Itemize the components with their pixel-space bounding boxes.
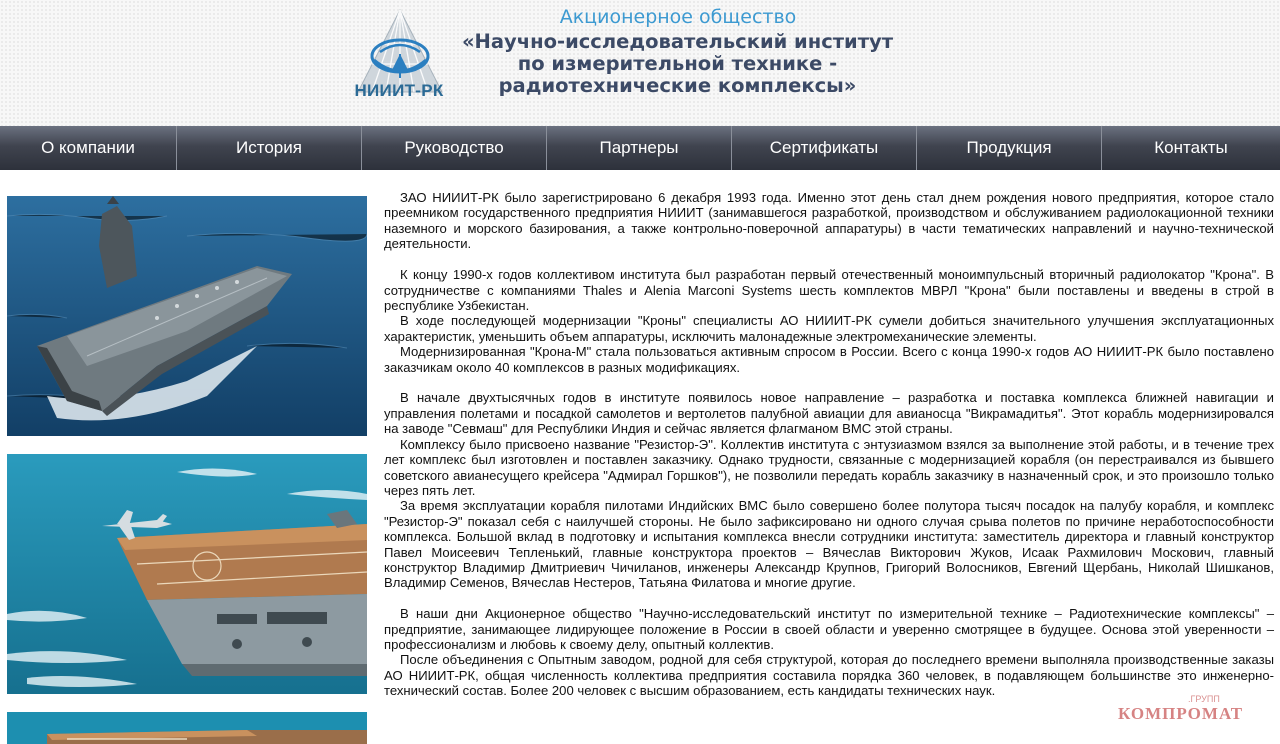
- article-paragraph: Модернизированная "Крона-М" стала пользоваться активным спросом в России. Всего с конца 1990-х годов АО НИИИТ-РК было поставлено заказчикам около 40 комплексов в разных модификациях.: [384, 344, 1274, 375]
- watermark: КОМПРОМАТ: [1118, 704, 1244, 723]
- logo-text: НИИИТ-РК: [354, 81, 444, 100]
- photo-carrier-partial: [7, 712, 367, 744]
- site-header: [0, 0, 1280, 126]
- nav-item-about[interactable]: О компании: [0, 126, 177, 170]
- company-name-line: по измерительной технике -: [517, 52, 838, 75]
- photo-aircraft-carrier: [7, 196, 367, 436]
- article-paragraph: Комплексу было присвоено название "Резистор-Э". Коллектив института с энтузиазмом взялся за выполнение этой работы, и в течение трех лет комплекс был изготовлен и поставлен заказчику. Однако трудности, связанные с модернизацией корабля (он перестраивался из бывшего советского авианесущего крейсера "Адмирал Горшков"), не позволили передать корабль заказчику в назначенный срок, и это произошло только через пять лет.: [384, 436, 1274, 498]
- photo-carrier-deck-jet: [7, 454, 367, 694]
- company-name-line: «Научно-исследовательский институт: [461, 30, 894, 53]
- article-text: [384, 190, 1274, 699]
- nav-item-partners[interactable]: Партнеры: [547, 126, 732, 170]
- nav-item-history[interactable]: История: [177, 126, 362, 170]
- article-paragraph: После объединения с Опытным заводом, родной для себя структурой, которая до последнего времени выполняла производственные заказы АО НИИИТ-РК, общая численность коллектива предприятия составила порядка 360 человек, в подавляющем большинстве это инженерно-технический состав. Более 200 человек с высшим образованием, есть кандидаты технических наук.: [384, 652, 1274, 699]
- article-paragraph: В начале двухтысячных годов в институте появилось новое направление – разработка и поставка комплекса ближней навигации и управления полетами и посадкой самолетов и вертолетов палубной авиации для авианосца "Викрамадитья". Этот корабль модернизировался на заводе "Севмаш" для Республики Индия и сейчас является флагманом ВМС этой страны.: [384, 390, 1274, 437]
- article-paragraph: В ходе последующей модернизации "Кроны" специалисты АО НИИИТ-РК сумели добиться значительного улучшения эксплуатационных характеристик, уменьшить объем аппаратуры, исключить малонадежные электромеханические элементы.: [384, 313, 1274, 344]
- article-paragraph: К концу 1990-х годов коллективом института был разработан первый отечественный моноимпульсный вторичный радиолокатор "Крона". В сотрудничестве с компаниями Thales и Alenia Marconi Systems шесть комплектов МВРЛ "Крона" были поставлены и введены в строй в республике Узбекистан.: [384, 267, 1274, 313]
- main-nav: [0, 126, 1280, 170]
- nav-item-certificates[interactable]: Сертификаты: [732, 126, 917, 170]
- article-paragraph: За время эксплуатации корабля пилотами Индийских ВМС было совершено более полутора тысяч посадок на палубу корабля, и комплекс "Резистор-Э" показал себя с наилучшей стороны. Не было зафиксировано ни одного случая срыва полетов по причине неработоспособности комплекса. Большой вклад в подготовку и испытания комплекса внесли сотрудники института: заместитель директора и главный конструктор Павел Моисеевич Тепленький, главные конструктора проектов – Вячеслав Викторович Жуков, Исаак Рахмилович Москович, главный конструктор Владимир Дмитриевич Чичиланов, инженеры Александр Крупнов, Григорий Волосников, Евгений Щербань, Николай Шишканов, Владимир Семенов, Вячеслав Нестеров, Татьяна Филатова и многие другие.: [384, 498, 1274, 591]
- watermark-small: .ГРУПП: [1188, 694, 1220, 704]
- nav-item-products[interactable]: Продукция: [917, 126, 1102, 170]
- company-type: Акционерное общество: [559, 6, 797, 28]
- nav-item-contacts[interactable]: Контакты: [1154, 138, 1228, 157]
- article-paragraph: В наши дни Акционерное общество "Научно-исследовательский институт по измерительной технике – Радиотехнические комплексы" – предприятие, занимающее лидирующее положение в России в своей области и уверенно смотрящее в будущее. Основа этой уверенности – профессионализм и любовь к своему делу, опытный коллектив.: [384, 606, 1274, 653]
- article-paragraph: ЗАО НИИИТ-РК было зарегистрировано 6 декабря 1993 года. Именно этот день стал днем рождения нового предприятия, которое стало преемником государственного предприятия НИИИТ (занимавшегося разработкой, производством и обслуживанием радиолокационной техники наземного и морского базирования, а также контрольно-поверочной аппаратуры) в части тематических направлений и научно-технической деятельности.: [384, 190, 1274, 252]
- company-name: [455, 31, 900, 97]
- company-name-line: радиотехнические комплексы»: [498, 74, 857, 97]
- nav-item-management[interactable]: Руководство: [362, 126, 547, 170]
